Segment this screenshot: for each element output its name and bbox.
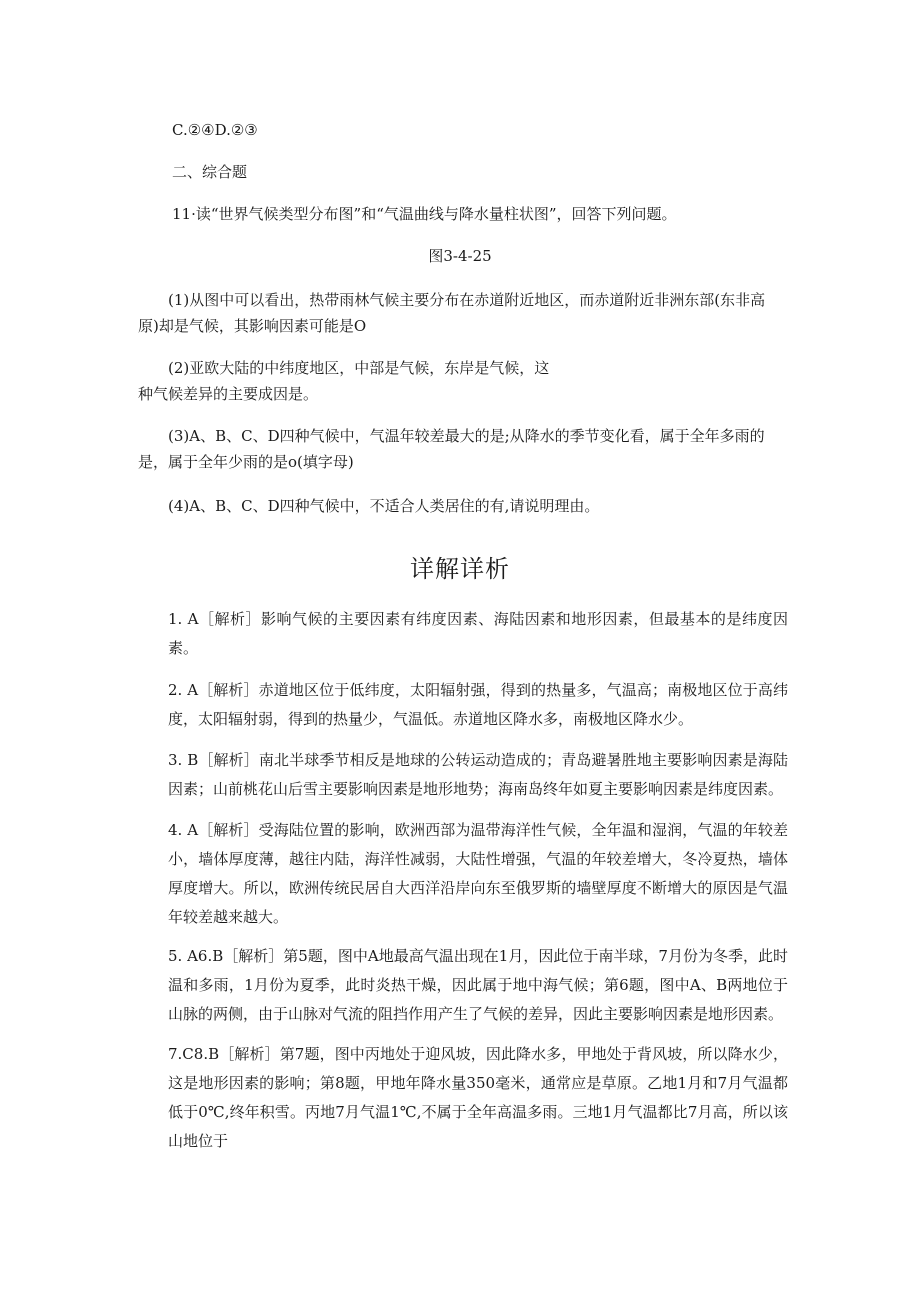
answer-item xyxy=(138,816,788,932)
question-11-prompt: 11·读“世界气候类型分布图”和“气温曲线与降水量柱状图”，回答下列问题。 xyxy=(172,205,677,223)
question-11-3-line1: (3)A、B、C、D四种气候中，气温年较差最大的是;从降水的季节变化看，属于全年多雨的 xyxy=(168,427,765,445)
answer-text: 2. A［解析］赤道地区位于低纬度，太阳辐射强，得到的热量多，气温高；南极地区位于高纬度，太阳辐射弱，得到的热量少，气温低。赤道地区降水多，南极地区降水少。 xyxy=(168,681,788,728)
question-11-1-line1: (1)从图中可以看出，热带雨林气候主要分布在赤道附近地区，而赤道附近非洲东部(东非高 xyxy=(168,291,766,309)
answer-text: 7.C8.B［解析］第7题，图中丙地处于迎风坡，因此降水多，甲地处于背风坡，所以降水少，这是地形因素的影响；第8题，甲地年降水量350毫米，通常应是草原。乙地1月和7月气温都低于0℃,终年积雪。丙地7月气温1℃,不属于全年高温多雨。三地1月气温都比7月高，所以该山地位于 xyxy=(168,1045,788,1150)
answer-item xyxy=(138,746,788,804)
option-line: C.②④D.②③ xyxy=(172,121,258,139)
question-11-1-line2: 原)却是气候，其影响因素可能是O xyxy=(138,317,367,335)
answer-item xyxy=(138,1040,788,1156)
answer-text: 3. B［解析］南北半球季节相反是地球的公转运动造成的；青岛避暑胜地主要影响因素是海陆因素；山前桃花山后雪主要影响因素是地形地势；海南岛终年如夏主要影响因素是纬度因素。 xyxy=(168,751,788,798)
answer-item xyxy=(138,676,788,734)
question-11-2-line1: (2)亚欧大陆的中纬度地区，中部是气候，东岸是气候，这 xyxy=(168,359,550,377)
answer-text: 5. A6.B［解析］第5题，图中A地最高气温出现在1月，因此位于南半球，7月份为冬季，此时温和多雨，1月份为夏季，此时炎热干燥，因此属于地中海气候；第6题，图中A、B两地位于山脉的两侧，由于山脉对气流的阻挡作用产生了气候的差异，因此主要影响因素是地形因素。 xyxy=(168,947,788,1023)
question-11-4: (4)A、B、C、D四种气候中，不适合人类居住的有,请说明理由。 xyxy=(168,497,600,515)
answer-item xyxy=(138,942,788,1029)
answer-text: 4. A［解析］受海陆位置的影响，欧洲西部为温带海洋性气候，全年温和湿润，气温的年较差小，墙体厚度薄，越往内陆，海洋性减弱，大陆性增强，气温的年较差增大，冬冷夏热，墙体厚度增大。所以，欧洲传统民居自大西洋沿岸向东至俄罗斯的墙壁厚度不断增大的原因是气温年较差越来越大。 xyxy=(168,821,788,926)
question-11-2-line2: 种气候差异的主要成因是。 xyxy=(138,385,319,403)
question-11-3-line2: 是，属于全年少雨的是o(填字母) xyxy=(138,453,354,471)
figure-caption: 图3-4-25 xyxy=(428,247,492,265)
answer-text: 1. A［解析］影响气候的主要因素有纬度因素、海陆因素和地形因素，但最基本的是纬度因素。 xyxy=(168,610,788,657)
section-heading: 二、综合题 xyxy=(172,163,248,181)
answer-item xyxy=(138,605,788,663)
answers-title: 详解详析 xyxy=(410,555,510,583)
